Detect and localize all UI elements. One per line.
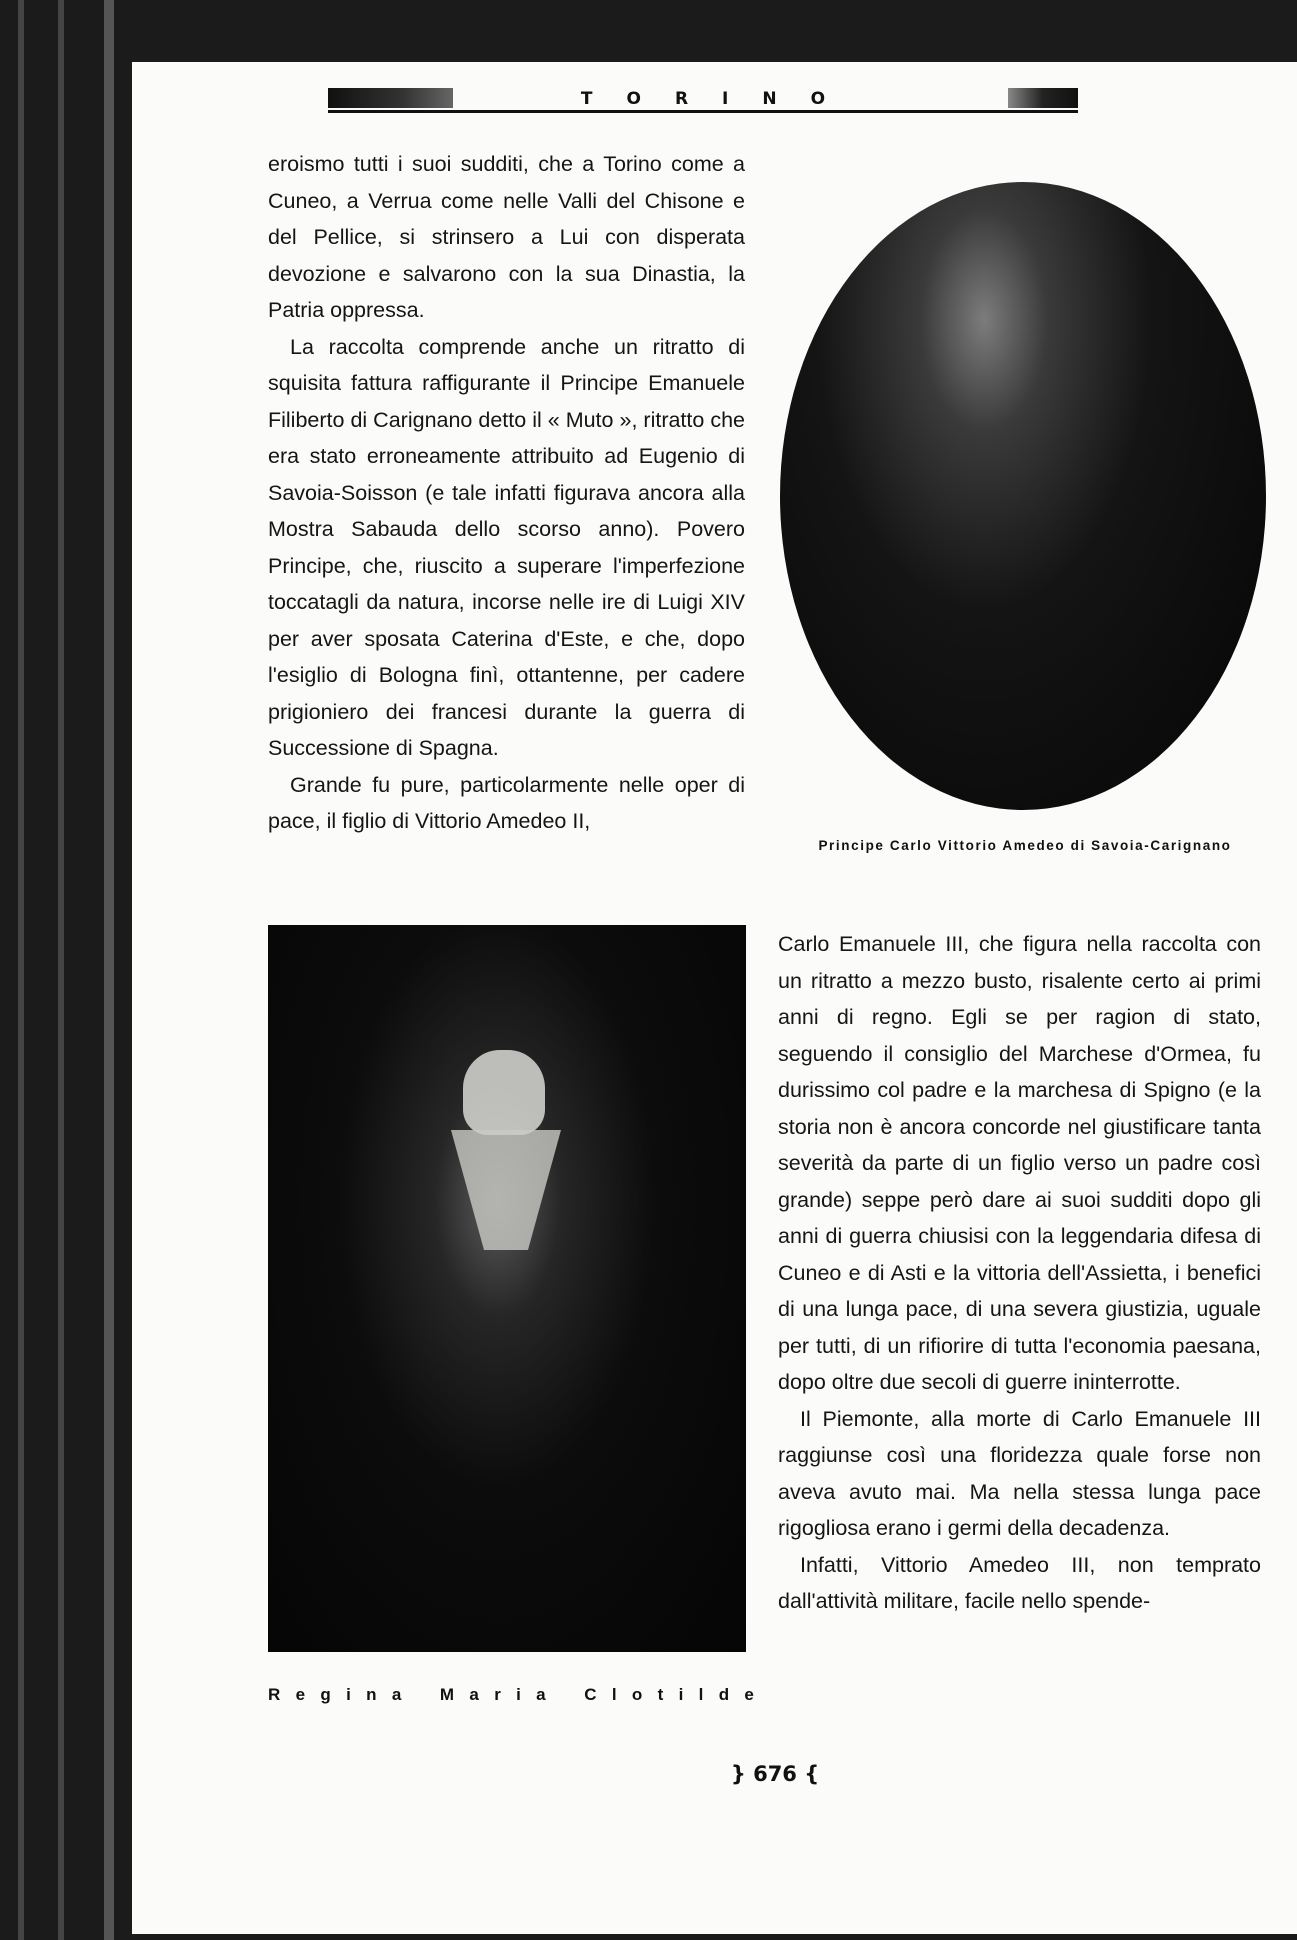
caption-letter: C (584, 1685, 597, 1704)
caption-letter: l (698, 1685, 704, 1704)
caption-letter: n (366, 1685, 377, 1704)
paragraph: Carlo Emanuele III, che figura nella raccolta con un ritratto a mezzo busto, risalente certo ai primi anni di regno. Egli se per ragion di stato, seguendo il consiglio del Marchese d'Ormea, fu durissimo col padre e la marchesa di Spigno (e la storia non è ancora concorde nel giustificare tanta severità da parte di un figlio verso un padre così grande) seppe però dare ai suoi sudditi dopo gli anni di guerra chiusisi con la leggendaria difesa di Cuneo e di Asti e la vittoria dell'Assietta, i benefici di una lunga pace, di una severa giustizia, uguale per tutti, di un rifiorire di tutta l'economia paesana, dopo oltre due secoli di guerre ininterrotte. (778, 932, 1261, 1394)
portrait-carlo-vittorio-amedeo (780, 182, 1266, 810)
folio-bracket-right: { (804, 1762, 820, 1786)
caption-portrait-regina (268, 1685, 754, 1705)
page-number (700, 1762, 850, 1786)
paragraph: Il Piemonte, alla morte di Carlo Emanuele III raggiunse così una floridezza quale forse non aveva avuto mai. Ma nella stessa lunga pace rigogliosa erano i germi della decadenza. (778, 1406, 1261, 1540)
paragraph: Infatti, Vittorio Amedeo III, non temprato dall'attività militare, facile nello spende- (778, 1552, 1261, 1613)
paragraph: Grande fu pure, particolarmente nelle oper di pace, il figlio di Vittorio Amedeo II, (268, 772, 745, 833)
portrait-collar (451, 1130, 561, 1250)
caption-letter: t (657, 1685, 664, 1704)
page-number-value: 676 (753, 1762, 797, 1786)
caption-letter: e (744, 1685, 754, 1704)
caption-letter: o (631, 1685, 643, 1704)
portrait-regina-maria-clotilde (268, 925, 746, 1652)
book-spine-line (18, 0, 24, 1940)
caption-letter: a (536, 1685, 546, 1704)
folio-bracket-left: } (730, 1762, 746, 1786)
caption-letter: R (268, 1685, 281, 1704)
book-spine-line (104, 0, 114, 1940)
caption-letter: a (391, 1685, 402, 1704)
caption-letter: r (494, 1685, 501, 1704)
caption-letter: a (469, 1685, 479, 1704)
header-title: TORINO (580, 89, 860, 109)
paragraph: La raccolta comprende anche un ritratto di squisita fattura raffigurante il Principe Emanuele Filiberto di Carignano detto il « Muto », ritratto che era stato erroneamente attribuito ad Eugenio di Savoia-Soisson (e tale infatti figurava ancora alla Mostra Sabauda dello scorso anno). Povero Principe, che, riuscito a superare l'imperfezione toccatagli da natura, incorse nelle ire di Luigi XIV per aver sposata Caterina d'Este, e che, dopo l'esiglio di Bologna finì, ottantenne, per cadere prigioniero dei francesi durante la guerra di Successione di Spagna. (268, 334, 745, 760)
portrait-veil (463, 1050, 545, 1135)
caption-letter: g (320, 1685, 331, 1704)
caption-portrait-carlo: Principe Carlo Vittorio Amedeo di Savoia-Carignano (818, 838, 1232, 853)
caption-letter: M (439, 1685, 455, 1704)
caption-letter: d (718, 1685, 730, 1704)
caption-letter: l (611, 1685, 617, 1704)
paragraph: eroismo tutti i suoi sudditi, che a Torino come a Cuneo, a Verrua come nelle Valli del Chisone e del Pellice, si strinsero a Lui con disperata devozione e salvarono con la sua Dinastia, la Patria oppressa. (268, 152, 745, 322)
caption-letter: e (295, 1685, 306, 1704)
book-spine-line (58, 0, 64, 1940)
text-column-top (268, 146, 745, 840)
text-column-bottom (778, 926, 1261, 1620)
running-header (328, 86, 1078, 113)
caption-letter: i (346, 1685, 351, 1704)
caption-letter: i (516, 1685, 521, 1704)
caption-letter: i (678, 1685, 684, 1704)
